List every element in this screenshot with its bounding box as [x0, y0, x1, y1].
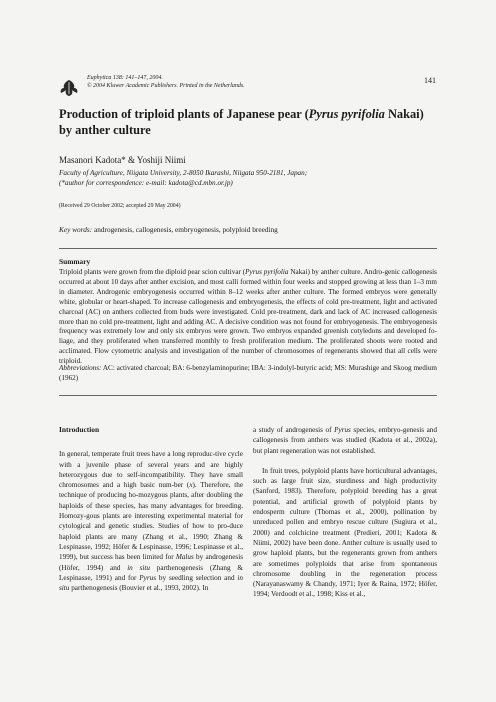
divider-top: [59, 248, 437, 249]
received-dates: (Received 29 October 2002; accepted 29 May 2004): [59, 203, 181, 209]
page-number: 141: [424, 76, 436, 85]
intro-paragraph-2: In fruit trees, polyploid plants have horticultural advantages, such as large fruit size, sturdiness and high productivity (Sanford, 1983). Therefore, polyploid breeding has a great potential, and artificial growth of polyploid plants by endosperm culture (Thomas et al., 2000), pollination by unreduced pollen and embryo rescue culture (Sugiura et al., 2000) and colchicine treatment (Predieri, 2001; Kadota & Niimi, 2002) have been done. Anther culture is usually used to grow haploid plants, but the regenerants grown from anthers are sometimes polyploids that arise from spontaneous chromosome doubling in the regeneration process (Narayanaswamy & Chandy, 1971; Iyer & Raina, 1972; Höfer, 1994; Verdoodt et al., 1998; Kiss et al.,: [253, 466, 437, 599]
intro-paragraph-1: In general, temperate fruit trees have a long reproduc-tive cycle with a juvenile phase of several years and are highly heterozygous due to self-incompatibility. They have small chromosomes and a high basic num-ber (x). Therefore, the technique of producing ho-mozygous plants, after doubling the haploids of these species, has many advantages for breeding. Homozy-gous plants are interesting experimental material for cytological and genetic studies. Studies of how to pro-duce haploid plants are many (Zhang et al., 1990; Zhang & Lespinasse, 1992; Höfer & Lespinasse, 1996; Lespinasse et al., 1999), but success has been limited for Malus by androgenesis (Höfer, 1994) and in situ parthenogenesis (Zhang & Lespinasse, 1991) and for Pyrus by seedling selection and in situ parthenogenesis (Bouvier et al., 1993, 2002). In: [59, 450, 244, 593]
journal-logo-icon: [59, 79, 79, 97]
copyright-line: © 2004 Kluwer Academic Publishers. Printed in the Netherlands.: [87, 83, 245, 89]
authors: Masanori Kadota* & Yoshiji Niimi: [59, 155, 186, 165]
article-title: Production of triploid plants of Japanese pear (Pyrus pyrifolia Nakai) by anther culture: [59, 107, 424, 137]
summary-text: Triploid plants were grown from the diploid pear scion cultivar (Pyrus pyrifolia Nakai) by anther culture. Andro-genic callogenesis occurred at about 10 days after anther excision, and most calli formed within four weeks and stopped growing at less than 1–3 mm in diameter. Androgenic embryogenesis occurred within 8–12 weeks after anther culture. The formed embryos were generally white, globular or heart-shaped. To increase callogenesis and embryogenesis, the effects of cold pre-treatment, light and activated charcoal (AC) on anthers collected from buds were investigated. Cold pre-treatment, dark and lack of AC increased callogenesis more than no cold pre-treatment, light and adding AC. A decisive condition was not found for embryogenesis. The embryogenesis frequency was extremely low and only six embryos were grown. Two embryos expanded greenish cotyledons and developed fo-liage, and they proliferated when transferred monthly to fresh proliferation medium. The proliferated shoots were rooted and acclimated. Flow cytometric analysis and investigation of the number of chromosomes of regenerants showed that all cells were triploid.: [59, 268, 437, 366]
journal-citation: [87, 74, 245, 90]
keywords: Key words: androgenesis, callogenesis, embryogenesis, polyploid breeding: [59, 225, 278, 234]
abbreviations: Abbreviations: AC: activated charcoal; BA: 6-benzylaminopurine; IBA: 3-indolyl-butyric acid; MS: Murashige and Skoog medium (1962): [59, 364, 438, 382]
intro-right-column: [253, 425, 437, 600]
journal-name: Euphytica: [87, 75, 112, 81]
intro-left-column: [59, 425, 243, 593]
correspondence-email: (*author for correspondence: e-mail: kadota@cd.mbn.or.jp): [59, 179, 233, 187]
affiliation: Faculty of Agriculture, Niigata University, 2-8050 Ikarashi, Niigata 950-2181, Japan; (*author for correspondence: e-mail: kadota@cd.mbn.or.jp): [59, 168, 439, 188]
introduction-heading: Introduction: [59, 425, 100, 434]
intro-paragraph-1-cont: a study of androgenesis of Pyrus species, embryo-genesis and callogenesis from anthers was studied (Kadota et al., 2002a), but plant regeneration was not established.: [253, 426, 437, 455]
divider-bottom: [59, 395, 437, 396]
summary-heading: Summary: [59, 257, 91, 266]
journal-volume: 138: 141–147, 2004.: [112, 75, 163, 81]
